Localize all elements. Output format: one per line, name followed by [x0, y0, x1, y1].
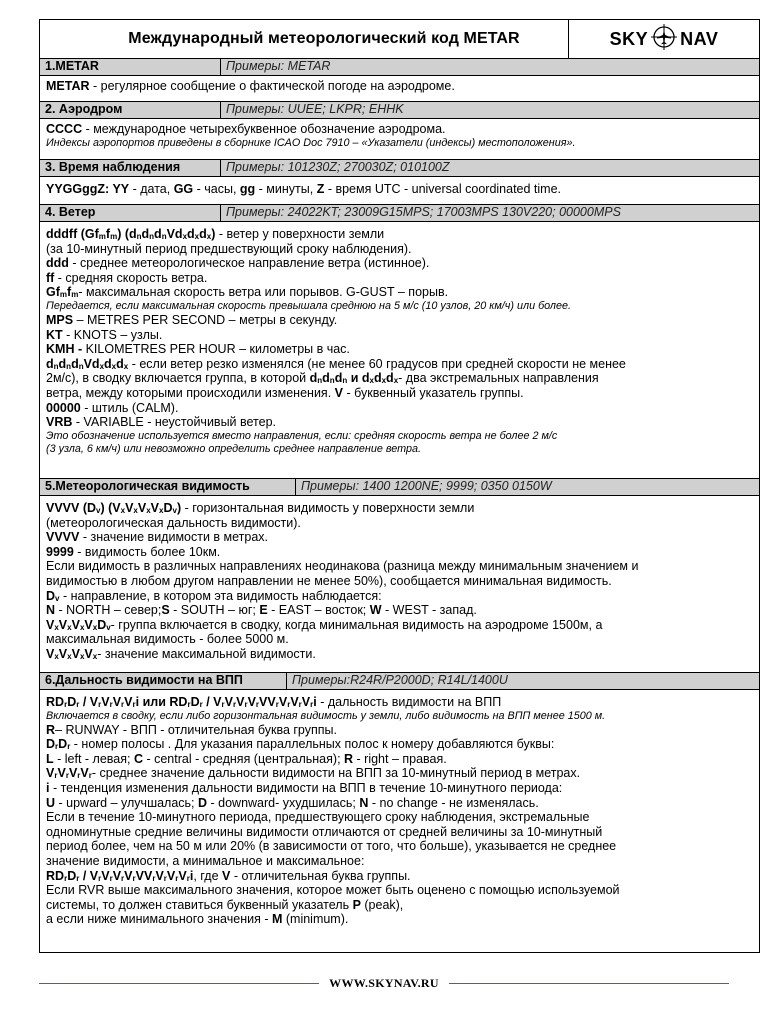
code: VVVV [46, 530, 80, 545]
note: (3 узла, 6 км/ч) или невозможно определить среднее направление ветра. [46, 442, 422, 455]
note: Включается в сводку, если либо горизонтальная видимость у земли, либо видимость на ВПП менее 1500 м. [46, 709, 606, 722]
page-footer [39, 975, 729, 991]
code: V [222, 868, 231, 883]
text: - два экстремальных направления [398, 371, 599, 386]
text: - left - левая; [53, 751, 134, 766]
text: системы, то должен ставиться буквенный указатель [46, 897, 353, 912]
code-cccc: CCCC [46, 122, 83, 136]
code: R [344, 751, 354, 766]
text: - направление, в котором эта видимость наблюдается: [59, 588, 382, 603]
text: - средняя скорость ветра. [54, 270, 208, 285]
section-title: 2. Аэродром [40, 102, 221, 118]
text: видимостью в любом другом направлении не менее 50%), сообщается минимальная видимость. [46, 573, 612, 588]
text: Если видимость в различных направлениях неодинакова (разница между минимальным значением и [46, 559, 639, 574]
text: – METRES PER SECOND – метры в секунду. [73, 312, 338, 327]
code: Z [316, 182, 325, 196]
text: - буквенный указатель группы. [342, 385, 524, 400]
footer-url[interactable]: WWW.SKYNAV.RU [329, 975, 439, 990]
text: - ветер у поверхности земли [215, 227, 385, 241]
code: L [46, 751, 54, 766]
code: D [198, 795, 208, 810]
code: W [369, 603, 382, 618]
section-examples: Примеры:R24R/P2000D; R14L/1400U [292, 673, 508, 687]
code: MPS [46, 312, 74, 327]
text: - central - средняя (центральная); [142, 751, 345, 766]
code: N [46, 603, 56, 618]
text: - значение максимальной видимости. [97, 646, 316, 661]
code: gg [239, 182, 256, 196]
section-metar-header [40, 59, 759, 76]
section-title: 5.Метеорологическая видимость [40, 479, 296, 495]
text: ветра, между которыми происходили изменения. [46, 385, 335, 400]
text: - KNOTS – узлы. [62, 327, 163, 342]
text: - если ветер резко изменялся (не менее 60 градусов при средней скорости не менее [128, 356, 626, 371]
text: - дата, [129, 182, 174, 196]
section-visibility-header [40, 478, 759, 496]
code: N [359, 795, 369, 810]
text: - часы, [193, 182, 240, 196]
text: - downward- ухудшилась; [207, 795, 360, 810]
text: - VARIABLE - неустойчивый ветер. [72, 415, 277, 430]
section-aerodrome-header [40, 101, 759, 119]
logo-text-nav: NAV [680, 28, 719, 49]
section-examples: Примеры: 1400 1200NE; 9999; 0350 0150W [301, 479, 552, 493]
airplane-compass-icon [651, 24, 677, 55]
section-time-header [40, 159, 759, 177]
text: одноминутные средние величины видимости отличаются от средней величины за 10-минутный [46, 824, 603, 839]
code: S [161, 603, 170, 618]
section-wind-header [40, 204, 759, 222]
text: (за 10-минутный период предшествующий сроку наблюдения). [46, 241, 412, 256]
section-time-body [40, 177, 759, 204]
section-visibility-body: VVVV $(D_v)$ $(V_xV_xV_xV_xD_v)$ - горизонтальная видимость у поверхности земли (метеорологическая дальность видимости). VVVV - значение видимости в метрах. 9999 - видимость более 10км. Если видимость в различных направлениях неодинакова (разница между минимальным значением и видимостью в любом другом направлении не менее 50%), сообщается минимальная видимость. $D_v$ - направление, в котором эта видимость наблюдается: N - NORTH – север;S - SOUTH – юг; E - EAST – восток; W - WEST - запад. $V_xV_xV_xV_xD_v-$ группа включается в сводку, когда минимальная видимость на аэродроме 1500м, а максимальная видимость - более 5000 м. $V_xV_xV_xV_x-$ значение максимальной видимости. [40, 496, 759, 672]
text: - SOUTH – юг; [169, 603, 260, 618]
text: максимальная видимость - более 5000 м. [46, 632, 289, 647]
text: а если ниже минимального значения - [46, 912, 272, 927]
text: - регулярное сообщение о фактической погоде на аэродроме. [89, 79, 455, 93]
text: - международное четырехбуквенное обозначение аэродрома. [82, 122, 446, 136]
text: 2м/с), в сводку включается группа, в которой [46, 371, 310, 386]
code: E [259, 603, 268, 618]
logo-text-sky: SKY [609, 28, 649, 49]
text: - номер полосы . Для указания параллельных полос к номеру добавляются буквы: [70, 737, 555, 752]
section-title: 6.Дальность видимости на ВПП [40, 673, 287, 689]
code: KT [46, 327, 63, 342]
text: - горизонтальная видимость у поверхности земли [181, 501, 475, 515]
code: R [46, 722, 56, 737]
text: - максимальная скорость ветра или порывов. G-GUST – порыв. [78, 285, 449, 300]
note: Передается, если максимальная скорость превышала среднюю на 5 м/с (10 узлов, 20 км/ч) или более. [46, 299, 572, 312]
code: ff [46, 270, 55, 285]
text: Если RVR выше максимального значения, которое может быть оценено с помощью используемой [46, 883, 620, 898]
text: - минуты, [255, 182, 317, 196]
section-title: 3. Время наблюдения [40, 160, 221, 176]
text: (minimum). [282, 912, 349, 927]
metar-reference-sheet [39, 19, 760, 953]
code: V [334, 385, 343, 400]
text: - дальность видимости на ВПП [316, 695, 502, 709]
text: - WEST - запад. [381, 603, 477, 618]
footer-divider-left [39, 983, 319, 984]
text: - значение видимости в метрах. [79, 530, 269, 545]
code: P [352, 897, 361, 912]
text: период более, чем на 50 м или 20% (в зависимости от того, что больше), указывается не среднее [46, 839, 617, 854]
code: ddd [46, 256, 69, 271]
skynav-logo [568, 20, 759, 58]
text: - no change - не изменялась. [368, 795, 539, 810]
section-rvr-header [40, 672, 759, 690]
text: - EAST – восток; [267, 603, 370, 618]
code: YYGGggZ [46, 182, 106, 196]
title-bar [40, 20, 759, 59]
text: , где [193, 868, 223, 883]
text: (peak), [360, 897, 404, 912]
text: - группа включается в сводку, когда минимальная видимость на аэродроме 1500м, а [110, 617, 603, 632]
text: и [347, 371, 362, 386]
text: Если в течение 10-минутного периода, предшествующего сроку наблюдения, экстремальные [46, 810, 590, 825]
text: или [139, 695, 170, 709]
code: GG [173, 182, 194, 196]
section-rvr-body: $RD_rD_r / V_rV_rV_rV_ri$ или $RD_rD_r / V_rV_rV_rV_rVV_rV_rV_rV_ri$ - дальность видимости на ВПП Включается в сводку, если либо горизонтальная видимость у земли, либо видимость на ВПП менее 1500 м. R– RUNWAY - ВПП - отличительная буква группы. $D_rD_r$ - номер полосы . Для указания параллельных полос к номеру добавляются буквы: L - left - левая; C - central - средняя (центральная); R - right – правая. $V_rV_rV_rV_r-$ среднее значение дальности видимости на ВПП за 10-минутный период в метрах. i - тенденция изменения дальности видимости на ВПП в течение 10-минутного периода: U - upward – улучшалась; D - downward- ухудшилась; N - no change - не изменялась. Если в течение 10-минутного периода, предшествующего сроку наблюдения, экстремальные одноминутные средние величины видимости отличаются от средней величины за 10-минутный период более, чем на 50 м или 20% (в зависимости от того, что больше), указывается не среднее значение видимости, а минимальное и максимальное: $RD_rD_r / V_rV_rV_rV_rVV_rV_rV_rV_ri$, где V - отличительная буква группы. Если RVR выше максимального значения, которое может быть оценено с помощью используемой системы, то должен ставиться буквенный указатель P (peak), а если ниже минимального значения - M (minimum). [40, 690, 759, 930]
code: C [133, 751, 143, 766]
section-examples: Примеры: 24022KT; 23009G15MPS; 17003MPS 130V220; 00000MPS [226, 205, 621, 219]
text: - среднее метеорологическое направление ветра (истинное). [68, 256, 430, 271]
footer-divider-right [449, 983, 729, 984]
text: - right – правая. [353, 751, 447, 766]
text: KILOMETRES PER HOUR – километры в час. [82, 342, 350, 357]
note: Это обозначение используется вместо направления, если: средняя скорость ветра не более 2 м/с [46, 429, 558, 442]
section-wind-body: dddff $(Gf_mf_m)$ $(d_nd_nd_nVd_xd_xd_x)$ - ветер у поверхности земли (за 10-минутный период предшествующий сроку наблюдения). ddd - среднее метеорологическое направление ветра (истинное). ff - средняя скорость ветра. $Gf_mf_m-$ максимальная скорость ветра или порывов. G-GUST – порыв. Передается, если максимальная скорость превышала среднюю на 5 м/с (10 узлов, 20 км/ч) или более. MPS – METRES PER SECOND – метры в секунду. KT - KNOTS – узлы. KMH - KILOMETRES PER HOUR – километры в час. $d_nd_nd_nVd_xd_xd_x$ - если ветер резко изменялся (не менее 60 градусов при средней скорости не менее 2м/с), в сводку включается группа, в которой $d_nd_nd_n$ и $d_xd_xd_x-$ два экстремальных направления ветра, между которыми происходили изменения. V - буквенный указатель группы. 00000 - штиль (CALM). VRB - VARIABLE - неустойчивый ветер. Это обозначение используется вместо направления, если: средняя скорость ветра не более 2 м/с (3 узла, 6 км/ч) или невозможно определить среднее направление ветра. [40, 222, 759, 478]
code: U [46, 795, 56, 810]
text: : [105, 182, 113, 196]
text: - штиль (CALM). [80, 400, 179, 415]
text: (метеорологическая дальность видимости). [46, 515, 301, 530]
text: - NORTH – север; [55, 603, 162, 618]
text: - среднее значение дальности видимости на ВПП за 10-минутный период в метрах. [91, 766, 581, 781]
section-aerodrome-body [40, 119, 759, 159]
section-examples: Примеры: 101230Z; 270030Z; 010100Z [226, 160, 450, 174]
section-title: 4. Ветер [40, 205, 221, 221]
text: - видимость более 10км. [73, 544, 221, 559]
text: значение видимости, а минимальное и максимальное: [46, 853, 365, 868]
text: - время UTC - universal coordinated time. [324, 182, 562, 196]
text: - отличительная буква группы. [230, 868, 411, 883]
code: KMH - [46, 342, 83, 357]
section-metar-body [40, 76, 759, 101]
text: – RUNWAY - ВПП - отличительная буква группы. [55, 722, 337, 737]
code: i [46, 780, 50, 795]
section-examples: Примеры: UUEE; LKPR; EHHK [226, 102, 404, 116]
code: VRB [46, 415, 73, 430]
code: YY [112, 182, 130, 196]
code: 00000 [46, 400, 81, 415]
section-title: 1.METAR [40, 59, 221, 75]
text: - upward – улучшалась; [55, 795, 198, 810]
code-metar: METAR [46, 79, 90, 93]
section-examples: Примеры: METAR [226, 59, 331, 73]
code: M [271, 912, 283, 927]
code: 9999 [46, 544, 74, 559]
text: - тенденция изменения дальности видимости на ВПП в течение 10-минутного периода: [49, 780, 563, 795]
page-title: Международный метеорологический код METAR [128, 30, 520, 47]
note: Индексы аэропортов приведены в сборнике ICAO Doc 7910 – «Указатели (индексы) местоположения». [46, 136, 576, 149]
